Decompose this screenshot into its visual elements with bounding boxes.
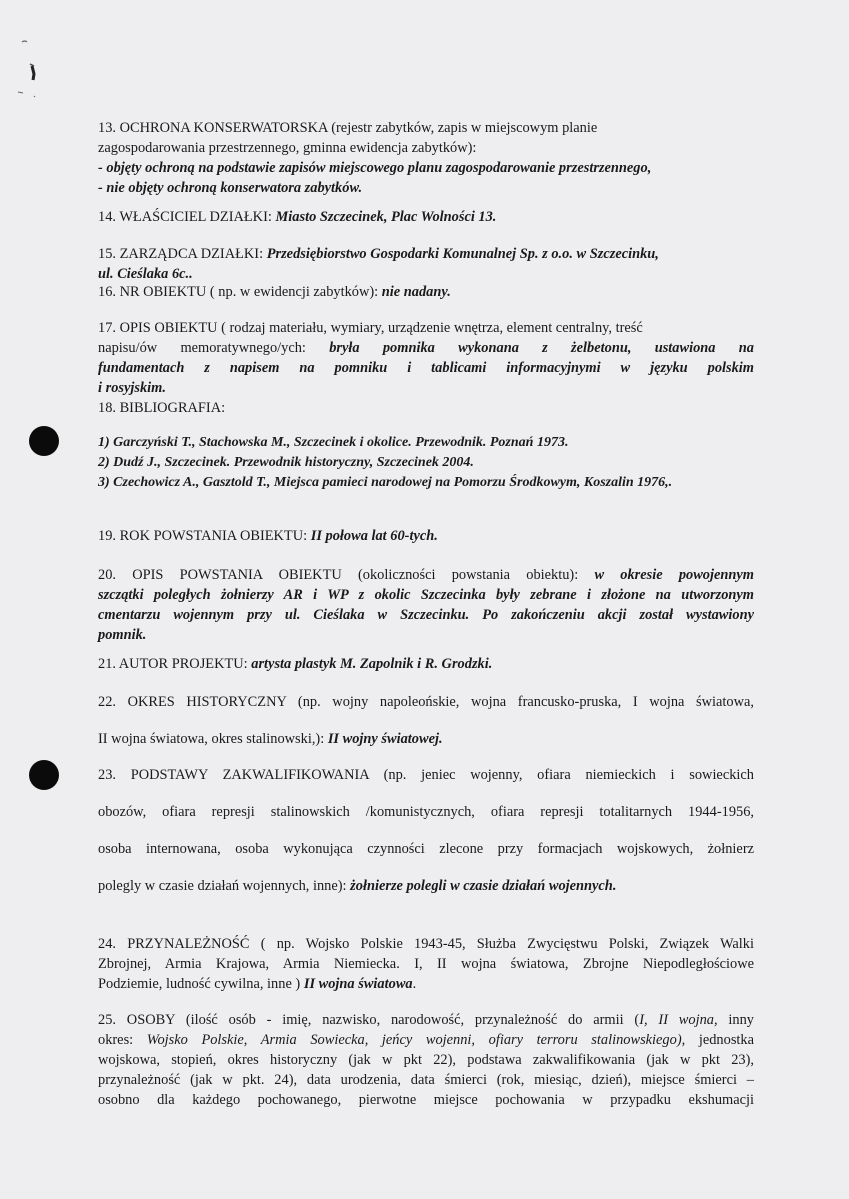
s15-value1: Przedsiębiorstwo Gospodarki Komunalnej Sp. z o.o. w Szczecinku, [266,246,659,262]
s16-label: 16. NR OBIEKTU ( np. w ewidencji zabytków): [98,284,379,300]
section-16 [98,282,754,302]
s23-line2: obozów, ofiara represji stalinowskich /komunistycznych, ofiara represji totalitarnych 1944-1956, [98,804,754,820]
s25-line2-label: okres: [98,1032,134,1048]
s17-line2-label: napisu/ów memoratywnego/ych: [98,340,306,356]
s20-line4: pomnik. [98,627,147,643]
s25-line1-label: 25. OSOBY (ilość osób - imię, nazwisko, narodowość, przynależność do armii ( [98,1012,640,1028]
s19-label: 19. ROK POWSTANIA OBIEKTU: [98,528,308,544]
s25-line4: przynależność (jak w pkt. 24), data urodzenia, data śmierci (rok, miesiąc, dzień), miejsce śmierci – [98,1072,754,1088]
s21-value: artysta plastyk M. Zapolnik i R. Grodzki. [251,656,493,672]
s20-line1-label: 20. OPIS POWSTANIA OBIEKTU (okoliczności powstania obiektu): [98,567,579,583]
scan-marks [14,30,54,110]
section-13 [98,118,754,198]
s20-line2: szczątki poległych żołnierzy AR i WP z okolic Szczecinka były zebrane i złożone na utworzonym [98,587,754,603]
s25-line2-italic: Wojsko Polskie, Armia Sowiecka, jeńcy wojenni, ofiary terroru stalinowskiego), [146,1032,686,1048]
s23-line1: 23. PODSTAWY ZAKWALIFIKOWANIA (np. jeniec wojenny, ofiara niemieckich i sowieckich [98,767,754,783]
s15-value2: ul. Cieślaka 6c.. [98,266,193,282]
punch-hole-top [29,426,59,456]
s23-line3: osoba internowana, osoba wykonująca czynności zlecone przy formacjach wojskowych, żołnierz [98,841,754,857]
bibliography-item: 3) Czechowicz A., Gasztold T., Miejsca pamieci narodowej na Pomorzu Środkowym, Koszalin 1976,. [98,475,673,490]
section-18 [98,398,754,418]
section-20 [98,565,754,645]
bibliography-list [98,433,754,493]
section-23-l2 [98,802,754,822]
section-23 [98,765,754,785]
s25-line2-end: jednostka [698,1032,754,1048]
s19-value: II połowa lat 60-tych. [310,528,438,544]
s17-line3: fundamentach z napisem na pomniku i tablicami informacyjnymi w języku polskim [98,360,754,376]
section-24 [98,934,754,994]
section-23-l3 [98,839,754,859]
s13-line2: zagospodarowania przestrzennego, gminna ewidencja zabytków): [98,140,477,156]
s25-line3: wojskowa, stopień, okres historyczny (jak w pkt 22), podstawa zakwalifikowania (jak w pkt 23), [98,1052,754,1068]
s24-line3-end: . [412,976,417,992]
s23-line4-label: polegly w czasie działań wojennych, inne): [98,878,347,894]
s20-line3: cmentarzu wojennym przy ul. Cieślaka w Szczecinku. Po zakończeniu akcji został wystawiony [98,607,754,623]
s14-value: Miasto Szczecinek, Plac Wolności 13. [275,209,497,225]
s24-line3-label: Podziemie, ludność cywilna, inne ) [98,976,301,992]
s23-line4-value: żołnierze polegli w czasie działań wojennych. [350,878,617,894]
s22-line1: 22. OKRES HISTORYCZNY (np. wojny napoleońskie, wojna francusko-pruska, I wojna światowa, [98,694,754,710]
s17-line4: i rosyjskim. [98,380,166,396]
bibliography-item: 2) Dudź J., Szczecinek. Przewodnik historyczny, Szczecinek 2004. [98,455,474,470]
s18-label: 18. BIBLIOGRAFIA: [98,400,226,416]
punch-hole-bottom [29,760,59,790]
s24-line1: 24. PRZYNALEŻNOŚĆ ( np. Wojsko Polskie 1943-45, Służba Zwycięstwu Polski, Związek Walki [98,936,754,952]
section-22 [98,692,754,712]
section-14 [98,207,754,227]
s16-value: nie nadany. [381,284,451,300]
s13-line4: - nie objęty ochroną konserwatora zabytków. [98,180,363,196]
section-23-l4 [98,876,754,896]
s25-line1-italic: I, II wojna, [639,1012,718,1028]
s21-label: 21. AUTOR PROJEKTU: [98,656,248,672]
s22-line2-value: II wojny światowej. [327,731,443,747]
bibliography-item: 1) Garczyński T., Stachowska M., Szczecinek i okolice. Przewodnik. Poznań 1973. [98,435,569,450]
section-25 [98,1010,754,1110]
s13-line1: 13. OCHRONA KONSERWATORSKA (rejestr zabytków, zapis w miejscowym planie [98,120,598,136]
s24-line2: Zbrojnej, Armia Krajowa, Armia Niemiecka. I, II wojna światowa, Zbrojne Niepodległościowe [98,956,754,972]
section-17 [98,318,754,398]
s13-line3: - objęty ochroną na podstawie zapisów miejscowego planu zagospodarowanie przestrzennego, [98,160,652,176]
s25-line1-end: inny [728,1012,754,1028]
s15-label: 15. ZARZĄDCA DZIAŁKI: [98,246,264,262]
s22-line2-label: II wojna światowa, okres stalinowski,): [98,731,325,747]
s24-line3-value: II wojna światowa [303,976,413,992]
section-19 [98,526,754,546]
s20-line1-value: w okresie powojennym [594,567,754,583]
s17-line1: 17. OPIS OBIEKTU ( rodzaj materiału, wymiary, urządzenie wnętrza, element centralny, treść [98,320,643,336]
s14-label: 14. WŁAŚCICIEL DZIAŁKI: [98,209,272,225]
section-22-cont [98,729,754,749]
section-21 [98,654,754,674]
section-15 [98,244,754,284]
s17-line2-value: bryła pomnika wykonana z żelbetonu, ustawiona na [329,340,754,356]
s25-line5: osobno dla każdego pochowanego, pierwotne miejsce pochowania w przypadku ekshumacji [98,1092,754,1108]
